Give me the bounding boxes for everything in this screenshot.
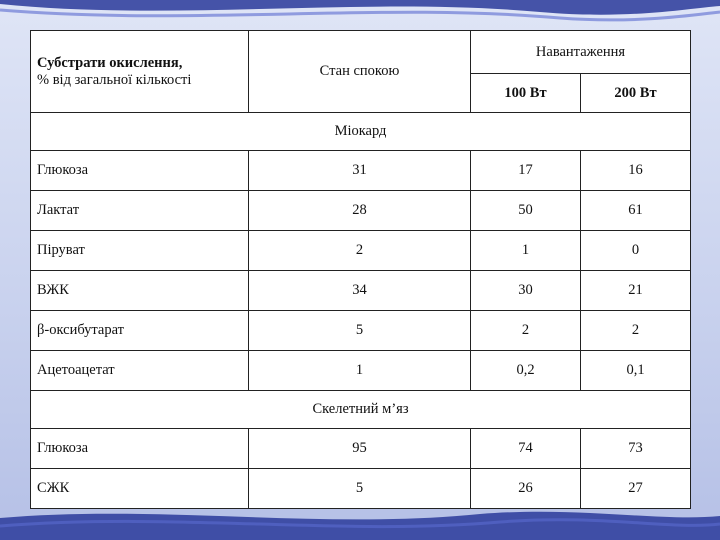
header-rest-cell — [249, 31, 471, 113]
substrates-label-line2: % від загальної кількості — [37, 71, 192, 88]
substrates-label-line1: Субстрати окислення, — [37, 54, 183, 71]
section-title: Міокард — [31, 113, 691, 151]
header-200w-cell — [581, 74, 691, 113]
table-row — [31, 271, 691, 311]
row-rest-value: 34 — [249, 271, 471, 311]
row-200w-value: 16 — [581, 151, 691, 191]
header-100w-cell — [471, 74, 581, 113]
row-name: Глюкоза — [31, 429, 249, 469]
section-row-skeletal-muscle — [31, 391, 691, 429]
rest-label: Стан спокою — [319, 63, 400, 79]
header-substrates-cell — [31, 31, 249, 113]
load-200-label: 200 Вт — [614, 84, 657, 101]
row-200w-value: 73 — [581, 429, 691, 469]
row-200w-value: 61 — [581, 191, 691, 231]
row-rest-value: 2 — [249, 231, 471, 271]
data-table-panel — [30, 30, 690, 508]
row-100w-value: 1 — [471, 231, 581, 271]
row-100w-value: 2 — [471, 311, 581, 351]
row-name: Ацетоацетат — [31, 351, 249, 391]
load-label: Навантаження — [535, 43, 626, 60]
row-name: ВЖК — [31, 271, 249, 311]
table-row — [31, 469, 691, 509]
row-rest-value: 5 — [249, 469, 471, 509]
section-title: Скелетний м’яз — [31, 391, 691, 429]
row-100w-value: 17 — [471, 151, 581, 191]
row-name: Лактат — [31, 191, 249, 231]
row-name: Піруват — [31, 231, 249, 271]
table-row — [31, 231, 691, 271]
load-100-label: 100 Вт — [504, 84, 547, 101]
row-100w-value: 26 — [471, 469, 581, 509]
row-name: СЖК — [31, 469, 249, 509]
row-rest-value: 31 — [249, 151, 471, 191]
table-row — [31, 311, 691, 351]
row-200w-value: 27 — [581, 469, 691, 509]
row-name: Глюкоза — [31, 151, 249, 191]
section-row-myocardium — [31, 113, 691, 151]
row-rest-value: 95 — [249, 429, 471, 469]
substrate-oxidation-table — [30, 30, 691, 509]
row-200w-value: 21 — [581, 271, 691, 311]
row-rest-value: 5 — [249, 311, 471, 351]
table-row — [31, 351, 691, 391]
table-row — [31, 429, 691, 469]
header-row — [31, 31, 691, 74]
row-name: β-оксибутарат — [31, 311, 249, 351]
row-200w-value: 2 — [581, 311, 691, 351]
decorative-ribbon-top — [0, 0, 720, 30]
row-rest-value: 1 — [249, 351, 471, 391]
row-200w-value: 0,1 — [581, 351, 691, 391]
row-100w-value: 0,2 — [471, 351, 581, 391]
row-100w-value: 30 — [471, 271, 581, 311]
row-100w-value: 50 — [471, 191, 581, 231]
row-200w-value: 0 — [581, 231, 691, 271]
table-row — [31, 151, 691, 191]
row-100w-value: 74 — [471, 429, 581, 469]
row-rest-value: 28 — [249, 191, 471, 231]
table-row — [31, 191, 691, 231]
header-load-cell — [471, 31, 691, 74]
